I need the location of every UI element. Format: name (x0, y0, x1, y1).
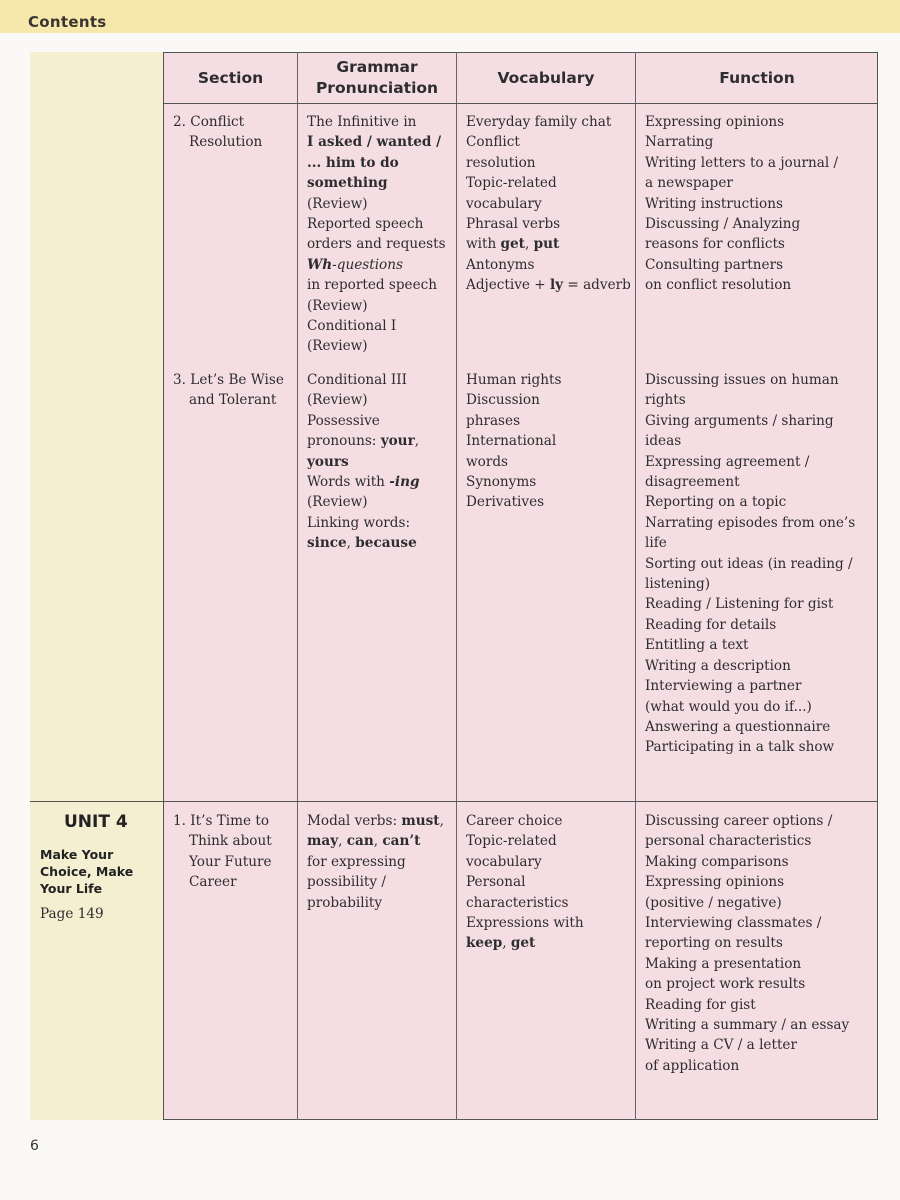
contents-header-bar (0, 0, 900, 33)
grammar-item: yours (307, 453, 349, 470)
column-divider (456, 52, 457, 1120)
grammar-item: (Review) (307, 195, 368, 212)
vocabulary-item: phrases (466, 412, 521, 429)
vocabulary-cell (466, 811, 584, 954)
function-item: Making a presentation (645, 955, 802, 972)
function-item: Writing letters to a journal / (645, 154, 839, 171)
function-item: (positive / negative) (645, 894, 782, 911)
vocabulary-item: Topic-related (466, 833, 557, 850)
unit-name: Make Your Choice, Make Your Life (40, 847, 134, 896)
section-title-line: Your Future (189, 853, 272, 870)
grammar-item: Conditional III (307, 372, 408, 388)
function-item: on project work results (645, 976, 806, 993)
section-title-line: 3. Let’s Be Wise (173, 372, 284, 388)
function-item: Narrating episodes from one’s (645, 514, 856, 531)
vocabulary-cell (466, 112, 631, 296)
vocabulary-item: Synonyms (466, 474, 537, 491)
function-item: Writing instructions (645, 195, 783, 212)
vocabulary-item: International (466, 433, 557, 450)
grammar-item: Wh-questions (307, 256, 403, 273)
function-item: Reporting on a topic (645, 494, 787, 511)
function-item: reasons for conflicts (645, 236, 785, 253)
page-title: Contents (28, 13, 107, 31)
function-item: life (645, 535, 667, 552)
function-item: Writing a description (645, 657, 791, 674)
function-item: Giving arguments / sharing (645, 412, 834, 429)
grammar-item: for expressing (307, 853, 406, 870)
grammar-cell (307, 112, 446, 357)
function-item: Participating in a talk show (645, 739, 835, 756)
vocabulary-item: words (466, 453, 508, 470)
function-item: Expressing agreement / (645, 453, 810, 470)
section-title-line: 1. It’s Time to (173, 813, 270, 829)
unit-row-divider (30, 801, 878, 802)
function-item: Consulting partners (645, 256, 784, 273)
grammar-item: (Review) (307, 392, 368, 409)
function-item: listening) (645, 576, 711, 593)
vocabulary-item: vocabulary (466, 195, 542, 212)
vocabulary-item: Everyday family chat (466, 114, 612, 130)
grammar-item: in reported speech (307, 277, 438, 294)
function-item: a newspaper (645, 175, 733, 192)
function-item: on conflict resolution (645, 277, 792, 294)
grammar-item: probability (307, 894, 383, 911)
grammar-item: may, can, can’t (307, 833, 421, 850)
vocabulary-item: with get, put (466, 236, 560, 253)
grammar-item: possibility / (307, 874, 386, 891)
vocabulary-item: Topic-related (466, 175, 557, 192)
unit-page-ref: Page 149 (40, 906, 104, 922)
page-number: 6 (30, 1138, 39, 1154)
column-header-function: Function (719, 68, 795, 87)
function-item: Interviewing a partner (645, 678, 802, 695)
function-item: Writing a summary / an essay (645, 1017, 850, 1034)
grammar-item: something (307, 175, 388, 192)
function-item: (what would you do if...) (645, 698, 812, 715)
section-cell (173, 811, 272, 893)
grammar-item: (Review) (307, 338, 368, 355)
function-item: Making comparisons (645, 853, 789, 870)
vocabulary-item: Adjective + ly = adverb (466, 277, 631, 294)
vocabulary-item: vocabulary (466, 853, 542, 870)
unit-column (30, 52, 164, 1120)
function-item: Entitling a text (645, 637, 749, 654)
grammar-item: The Infinitive in (307, 114, 417, 130)
function-item: Expressing opinions (645, 874, 785, 891)
grammar-item: Reported speech (307, 216, 424, 233)
function-item: Expressing opinions (645, 114, 785, 130)
function-item: Reading / Listening for gist (645, 596, 834, 613)
grammar-item: orders and requests (307, 236, 446, 253)
vocabulary-item: Antonyms (466, 256, 535, 273)
function-item: Interviewing classmates / (645, 915, 822, 932)
function-item: Discussing career options / (645, 813, 833, 829)
function-item: ideas (645, 433, 682, 450)
column-header-grammar: Grammar Pronunciation (315, 58, 439, 97)
grammar-item: Modal verbs: must, (307, 813, 444, 829)
function-cell (645, 112, 838, 296)
vocabulary-item: characteristics (466, 894, 569, 911)
vocabulary-item: Derivatives (466, 494, 545, 511)
function-item: Sorting out ideas (in reading / (645, 555, 853, 572)
function-item: Discussing / Analyzing (645, 216, 801, 233)
function-item: reporting on results (645, 935, 783, 952)
section-title-line: 2. Conflict (173, 114, 245, 130)
grammar-cell (307, 811, 444, 913)
section-cell (173, 112, 262, 153)
vocabulary-item: Phrasal verbs (466, 216, 561, 233)
grammar-item: (Review) (307, 494, 368, 511)
function-item: personal characteristics (645, 833, 812, 850)
section-title-line: and Tolerant (189, 392, 277, 409)
function-item: Narrating (645, 134, 714, 151)
vocabulary-item: Personal (466, 874, 526, 891)
grammar-item: I asked / wanted / (307, 134, 442, 151)
function-item: Answering a questionnaire (645, 718, 831, 735)
grammar-item: pronouns: your, (307, 433, 420, 450)
function-cell (645, 811, 849, 1076)
section-title-line: Career (189, 874, 237, 891)
column-divider (635, 52, 636, 1120)
grammar-item: Words with -ing (307, 474, 420, 491)
vocabulary-item: Expressions with (466, 915, 584, 932)
grammar-item: ... him to do (307, 154, 399, 171)
grammar-item: (Review) (307, 297, 368, 314)
vocabulary-item: Career choice (466, 813, 563, 829)
function-item: Writing a CV / a letter (645, 1037, 797, 1054)
vocabulary-item: keep, get (466, 935, 536, 952)
vocabulary-item: resolution (466, 154, 536, 171)
function-item: Reading for details (645, 616, 777, 633)
function-cell (645, 370, 855, 758)
grammar-item: since, because (307, 535, 417, 552)
vocabulary-cell (466, 370, 561, 513)
vocabulary-item: Discussion (466, 392, 540, 409)
column-header-section: Section (197, 68, 264, 87)
vocabulary-item: Conflict (466, 134, 520, 151)
grammar-cell (307, 370, 419, 554)
function-item: rights (645, 392, 686, 409)
grammar-item: Conditional I (307, 318, 397, 335)
column-divider (297, 52, 298, 1120)
unit-label: UNIT 4 (64, 812, 128, 832)
section-title-line: Resolution (189, 134, 263, 151)
function-item: of application (645, 1057, 740, 1074)
vocabulary-item: Human rights (466, 372, 562, 388)
function-item: Discussing issues on human (645, 372, 839, 388)
column-header-vocabulary: Vocabulary (497, 68, 595, 87)
grammar-item: Linking words: (307, 514, 411, 531)
header-row-divider (163, 103, 878, 104)
grammar-item: Possessive (307, 412, 380, 429)
function-item: Reading for gist (645, 996, 756, 1013)
section-title-line: Think about (189, 833, 272, 850)
section-cell (173, 370, 284, 411)
function-item: disagreement (645, 474, 740, 491)
